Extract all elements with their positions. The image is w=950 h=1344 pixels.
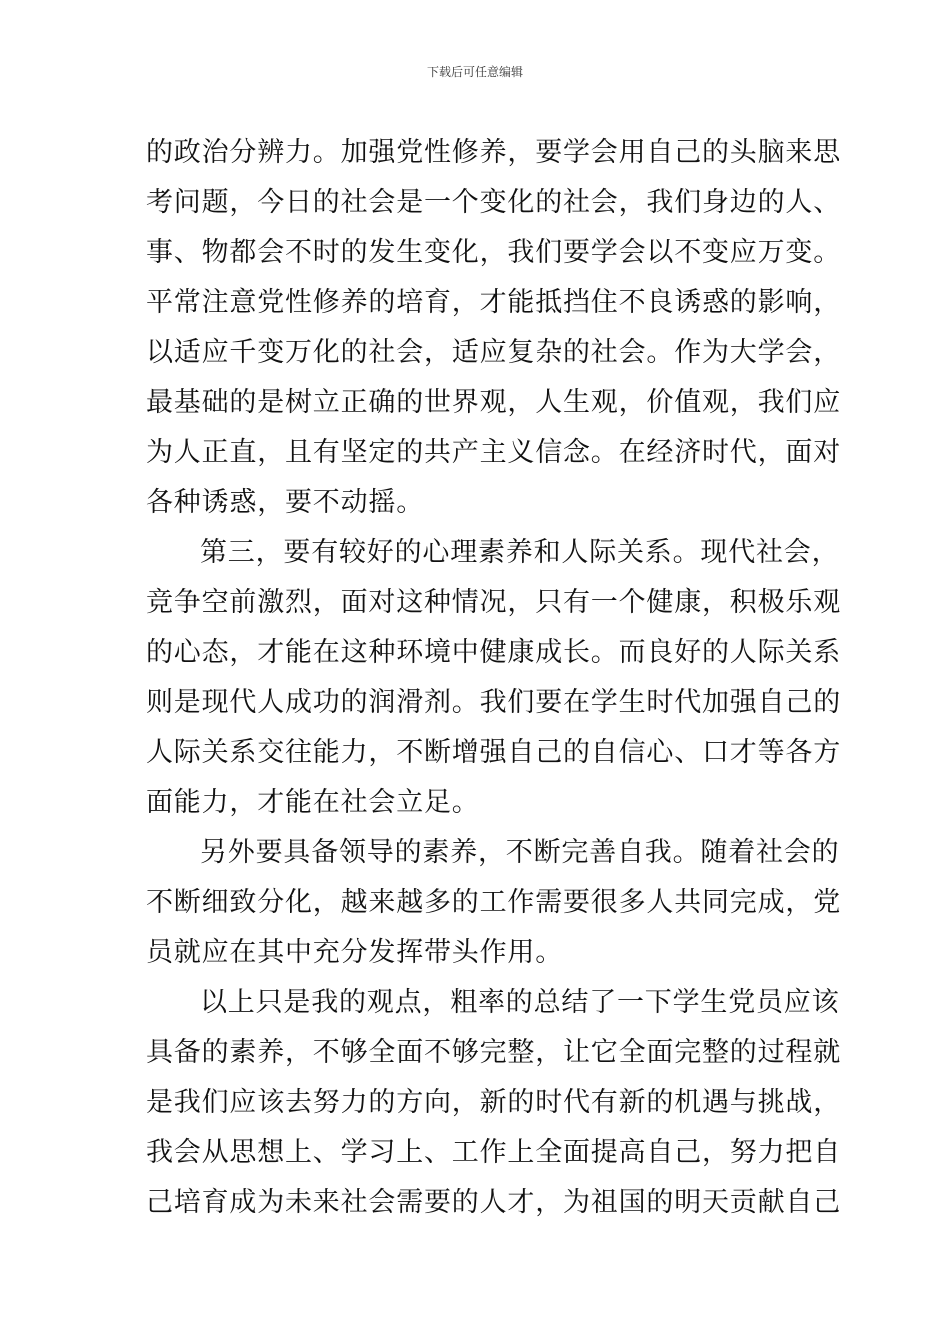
text-line: 人际关系交往能力，不断增强自己的自信心、口才等各方 [146, 737, 841, 768]
page-header: 下载后可任意编辑 [426, 65, 523, 79]
text-line: 己培育成为未来社会需要的人才，为祖国的明天贡献自己 [146, 1187, 841, 1218]
text-line: 事、物都会不时的发生变化，我们要学会以不变应万变。 [146, 237, 841, 268]
paragraph-start-line: 以上只是我的观点，粗率的总结了一下学生党员应该 [200, 987, 840, 1018]
text-line: 则是现代人成功的润滑剂。我们要在学生时代加强自己的 [146, 687, 841, 718]
text-line: 以适应千变万化的社会，适应复杂的社会。作为大学会， [146, 337, 841, 368]
text-line: 的心态，才能在这种环境中健康成长。而良好的人际关系 [146, 637, 841, 668]
text-line: 平常注意党性修养的培育，才能抵挡住不良诱惑的影响， [146, 287, 841, 318]
text-line: 具备的素养，不够全面不够完整，让它全面完整的过程就 [146, 1037, 841, 1068]
text-line: 为人正直，且有坚定的共产主义信念。在经济时代，面对 [146, 437, 841, 468]
document-body [146, 128, 841, 1228]
text-line: 的政治分辨力。加强党性修养，要学会用自己的头脑来思 [146, 137, 841, 168]
text-line: 最基础的是树立正确的世界观，人生观，价值观，我们应 [146, 387, 841, 418]
paragraph-start-line: 第三，要有较好的心理素养和人际关系。现代社会， [200, 537, 840, 568]
text-line: 竞争空前激烈，面对这种情况，只有一个健康，积极乐观 [146, 587, 841, 618]
text-line: 是我们应该去努力的方向，新的时代有新的机遇与挑战， [146, 1087, 841, 1118]
text-line: 各种诱惑，要不动摇。 [146, 487, 424, 518]
text-line: 我会从思想上、学习上、工作上全面提高自己，努力把自 [146, 1137, 841, 1168]
paragraph-start-line: 另外要具备领导的素养，不断完善自我。随着社会的 [200, 837, 840, 868]
text-line: 考问题，今日的社会是一个变化的社会，我们身边的人、 [146, 187, 841, 218]
text-line: 员就应在其中充分发挥带头作用。 [146, 937, 563, 968]
text-line: 面能力，才能在社会立足。 [146, 787, 480, 818]
text-line: 不断细致分化，越来越多的工作需要很多人共同完成，党 [146, 887, 841, 918]
